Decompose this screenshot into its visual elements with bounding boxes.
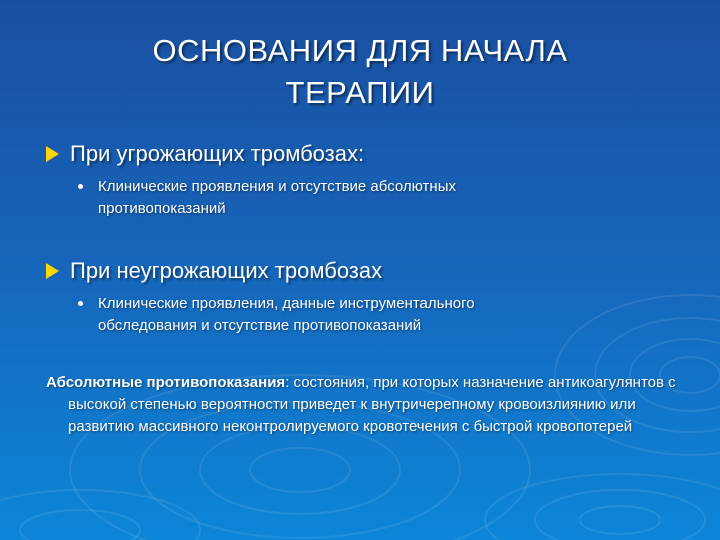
slide-title [40, 30, 680, 114]
bullet-heading: При угрожающих тромбозах: [70, 141, 365, 166]
subbullet-line-1: Клинические проявления и отсутствие абсолютных [98, 178, 456, 195]
subbullet-text [98, 293, 638, 337]
subbullet-line-1: Клинические проявления, данные инструментального [98, 295, 475, 312]
note-definition: состояния, при которых назначение антикоагулянтов с высокой степенью вероятности приведет к внутричерепному кровоизлиянию или развитию массивного неконтролируемого кровотечения с быстрой кровопотерей [68, 374, 676, 435]
dot-icon [78, 301, 83, 306]
subbullet-line-2: обследования и отсутствие противопоказаний [98, 317, 422, 334]
bullet-heading: При неугрожающих тромбозах [70, 258, 383, 283]
title-line-1: ОСНОВАНИЯ ДЛЯ НАЧАЛА [152, 33, 568, 68]
absolute-contraindications-note [46, 372, 682, 438]
dot-icon [78, 184, 83, 189]
note-term: Абсолютные противопоказания [46, 374, 286, 391]
note-separator: : [285, 374, 294, 391]
title-line-2: ТЕРАПИИ [285, 75, 435, 110]
arrowhead-right-icon [46, 146, 59, 162]
subbullet-text [98, 176, 638, 220]
subbullet-line-2: противопоказаний [98, 200, 226, 217]
arrowhead-right-icon [46, 263, 59, 279]
